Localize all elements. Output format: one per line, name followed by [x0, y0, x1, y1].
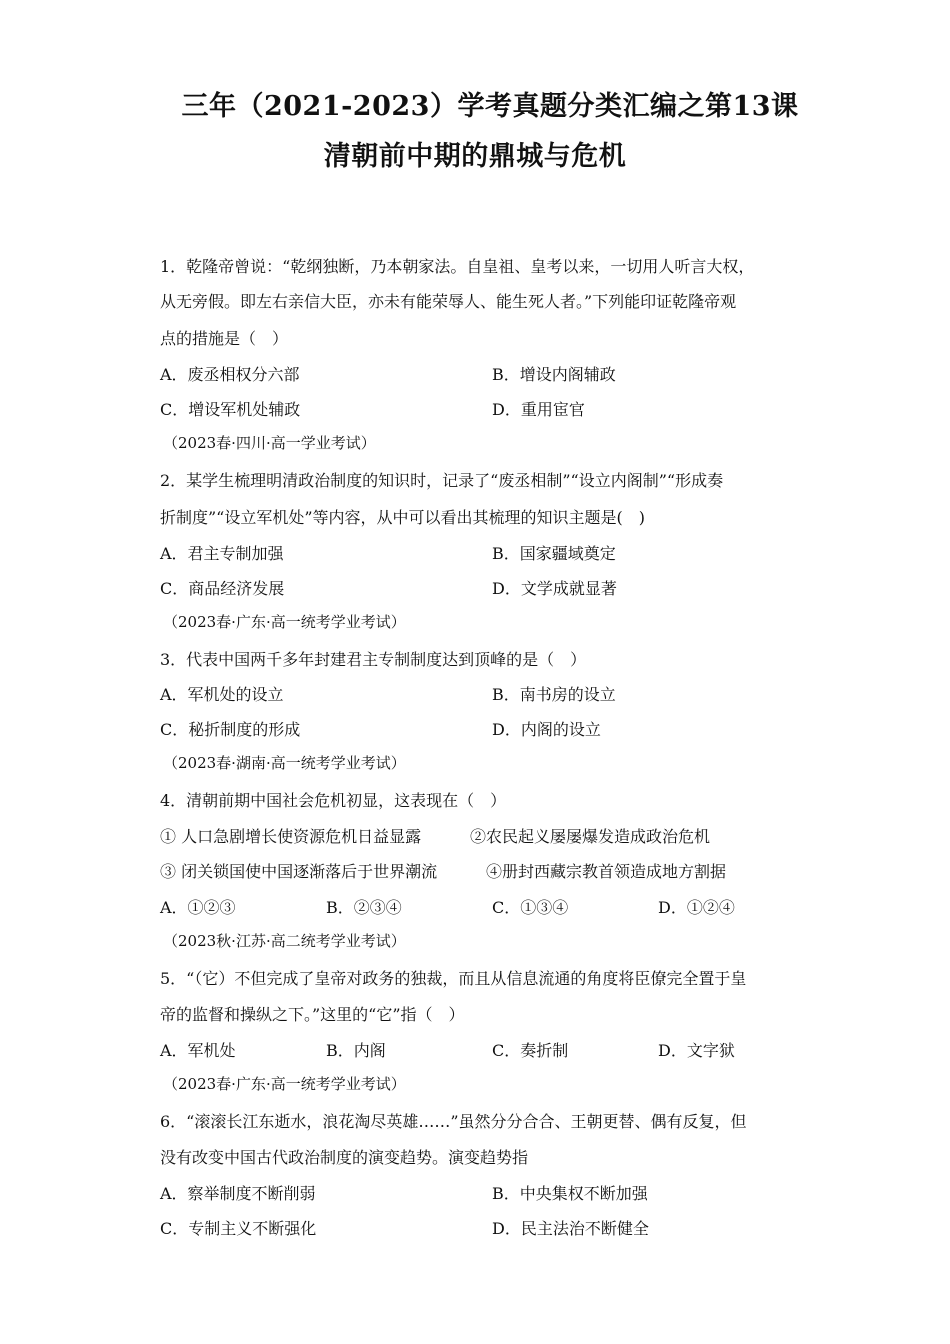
- question-2-option-c: C．商品经济发展: [160, 579, 285, 598]
- question-5-option-b: B．内阁: [326, 1041, 386, 1060]
- question-5-source: （2023春·广东·高一统考学业考试）: [163, 1075, 406, 1093]
- document-subtitle: 清朝前中期的鼎城与危机: [323, 141, 627, 172]
- question-4-source: （2023秋·江苏·高二统考学业考试）: [163, 932, 406, 950]
- question-4-item-2: ②农民起义屡屡爆发造成政治危机: [470, 827, 711, 846]
- question-1-text-line-2: 从无旁假。即左右亲信大臣，亦未有能荣辱人、能生死人者。”下列能印证乾隆帝观: [160, 292, 737, 311]
- question-3-source: （2023春·湖南·高一统考学业考试）: [163, 754, 406, 772]
- question-1-option-a: A．废丞相权分六部: [160, 365, 300, 384]
- question-2-text-line-1: 2．某学生梳理明清政治制度的知识时，记录了“废丞相制”“设立内阁制”“形成奏: [160, 471, 724, 490]
- question-1-text-line-3: 点的措施是（ ）: [160, 329, 289, 348]
- question-5-text-line-1: 5．“（它）不但完成了皇帝对政务的独裁，而且从信息流通的角度将臣僚完全置于皇: [160, 969, 747, 988]
- question-1-option-d: D．重用宦官: [492, 400, 585, 419]
- question-4-item-3: ③ 闭关锁国使中国逐渐落后于世界潮流: [160, 862, 438, 881]
- question-2-option-d: D．文学成就显著: [492, 579, 617, 598]
- question-4-option-a: A．①②③: [160, 898, 236, 917]
- question-6-option-d: D．民主法治不断健全: [492, 1219, 649, 1238]
- question-2-source: （2023春·广东·高一统考学业考试）: [163, 613, 406, 631]
- question-3-option-d: D．内阁的设立: [492, 720, 601, 739]
- question-6-text-line-1: 6．“滚滚长江东逝水，浪花淘尽英雄……”虽然分分合合、王朝更替、偶有反复，但: [160, 1112, 747, 1131]
- question-4-option-c: C．①③④: [492, 898, 569, 917]
- question-2-option-b: B．国家疆域奠定: [492, 544, 616, 563]
- question-1-source: （2023春·四川·高一学业考试）: [163, 434, 376, 452]
- question-6-option-b: B．中央集权不断加强: [492, 1184, 648, 1203]
- question-6-option-c: C．专制主义不断强化: [160, 1219, 317, 1238]
- question-4-item-1: ① 人口急剧增长使资源危机日益显露: [160, 827, 422, 846]
- document-title: 三年（2021-2023）学考真题分类汇编之第13课: [181, 91, 799, 122]
- question-6-option-a: A．察举制度不断削弱: [160, 1184, 316, 1203]
- question-3-option-a: A．军机处的设立: [160, 685, 284, 704]
- question-3-text-line-1: 3．代表中国两千多年封建君主专制制度达到顶峰的是（ ）: [160, 650, 587, 669]
- question-4-item-4: ④册封西藏宗教首领造成地方割据: [486, 862, 727, 881]
- question-1-text-line-1: 1．乾隆帝曾说：“乾纲独断，乃本朝家法。自皇祖、皇考以来，一切用人听言大权，: [160, 257, 755, 276]
- question-5-option-d: D．文字狱: [658, 1041, 735, 1060]
- question-6-text-line-2: 没有改变中国古代政治制度的演变趋势。演变趋势指: [160, 1148, 529, 1167]
- question-3-option-c: C．秘折制度的形成: [160, 720, 301, 739]
- question-2-text-line-2: 折制度”“设立军机处”等内容，从中可以看出其梳理的知识主题是( ): [160, 508, 646, 527]
- question-1-option-b: B．增设内阁辅政: [492, 365, 616, 384]
- question-5-text-line-2: 帝的监督和操纵之下。”这里的“它”指（ ）: [160, 1005, 465, 1024]
- question-3-option-b: B．南书房的设立: [492, 685, 616, 704]
- question-1-option-c: C．增设军机处辅政: [160, 400, 301, 419]
- question-2-option-a: A．君主专制加强: [160, 544, 284, 563]
- question-5-option-c: C．奏折制: [492, 1041, 569, 1060]
- question-4-option-b: B．②③④: [326, 898, 402, 917]
- question-4-text-line-1: 4．清朝前期中国社会危机初显，这表现在（ ）: [160, 791, 507, 810]
- question-4-option-d: D．①②④: [658, 898, 735, 917]
- question-5-option-a: A．军机处: [160, 1041, 236, 1060]
